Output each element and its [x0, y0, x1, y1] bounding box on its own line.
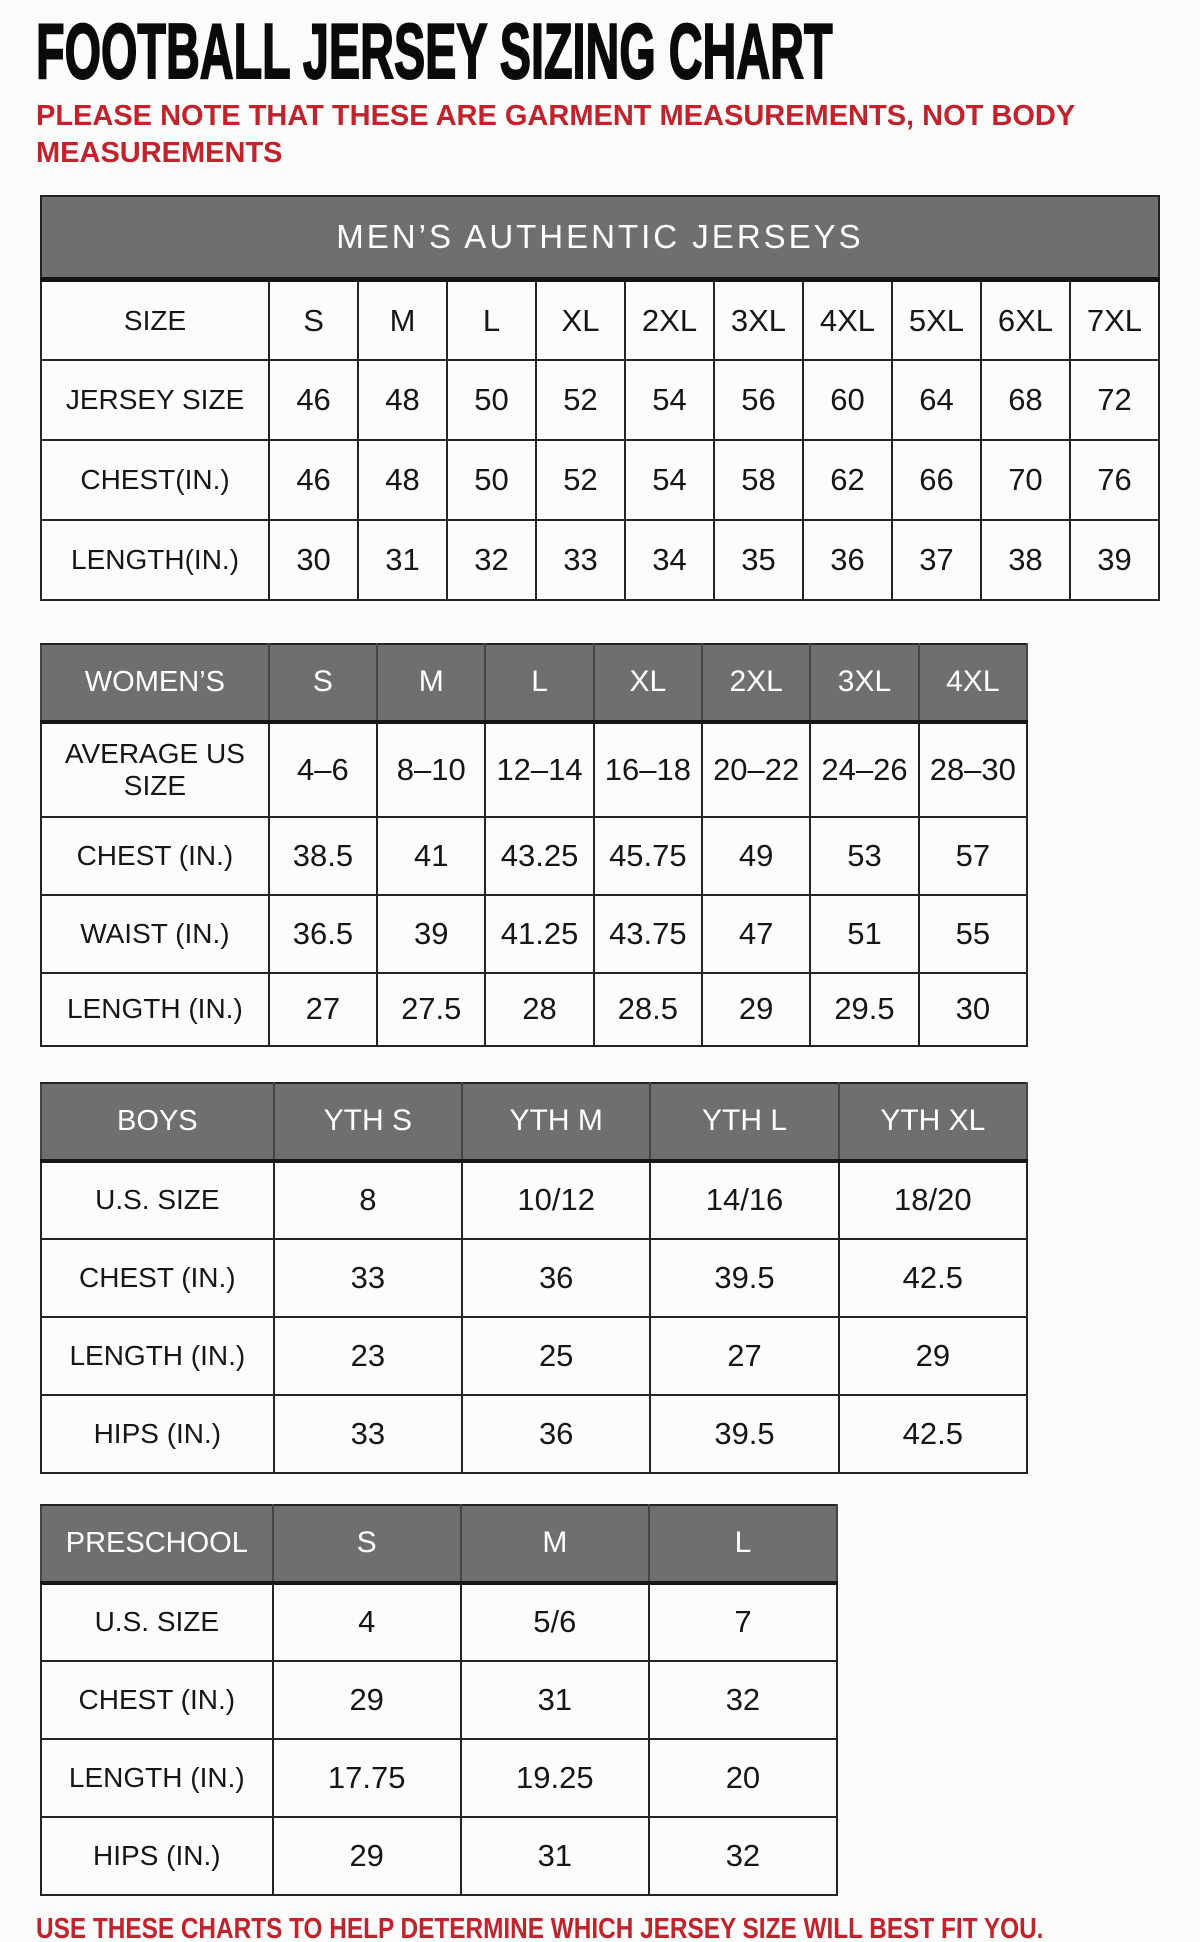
- table-row: [41, 440, 1159, 520]
- data-cell: M: [358, 280, 447, 360]
- data-cell: 68: [981, 360, 1070, 440]
- row-label: CHEST(IN.): [41, 440, 269, 520]
- data-cell: 31: [358, 520, 447, 600]
- row-label: SIZE: [41, 280, 269, 360]
- data-cell: 33: [274, 1395, 462, 1473]
- table-row: [41, 1739, 837, 1817]
- data-cell: 3XL: [714, 280, 803, 360]
- size-column-header: 3XL: [810, 644, 918, 722]
- data-cell: 32: [447, 520, 536, 600]
- row-label: LENGTH(IN.): [41, 520, 269, 600]
- page-title: FOOTBALL JERSEY SIZING CHART: [36, 7, 833, 95]
- data-cell: 12–14: [485, 722, 593, 817]
- data-cell: 55: [919, 895, 1027, 973]
- data-cell: 27: [269, 973, 377, 1046]
- data-cell: 45.75: [594, 817, 702, 895]
- data-cell: 39: [1070, 520, 1159, 600]
- data-cell: 47: [702, 895, 810, 973]
- data-cell: 29: [702, 973, 810, 1046]
- data-cell: 19.25: [461, 1739, 649, 1817]
- data-cell: XL: [536, 280, 625, 360]
- table-row: [41, 817, 1027, 895]
- size-column-header: S: [273, 1505, 461, 1583]
- row-label: LENGTH (IN.): [41, 1317, 274, 1395]
- data-cell: 42.5: [839, 1395, 1027, 1473]
- row-label: HIPS (IN.): [41, 1395, 274, 1473]
- column-header-row: [41, 1505, 837, 1583]
- size-column-header: YTH S: [274, 1083, 462, 1161]
- data-cell: 66: [892, 440, 981, 520]
- size-column-header: XL: [594, 644, 702, 722]
- womens-sizing-table: [40, 643, 1028, 1047]
- data-cell: 20: [649, 1739, 837, 1817]
- data-cell: 53: [810, 817, 918, 895]
- data-cell: 38: [981, 520, 1070, 600]
- data-cell: 50: [447, 360, 536, 440]
- data-cell: 54: [625, 440, 714, 520]
- data-cell: 58: [714, 440, 803, 520]
- row-label: LENGTH (IN.): [41, 1739, 273, 1817]
- data-cell: 41.25: [485, 895, 593, 973]
- data-cell: 43.75: [594, 895, 702, 973]
- data-cell: 25: [462, 1317, 650, 1395]
- data-cell: 8: [274, 1161, 462, 1239]
- size-column-header: L: [649, 1505, 837, 1583]
- data-cell: 27: [650, 1317, 838, 1395]
- data-cell: 35: [714, 520, 803, 600]
- data-cell: 29: [273, 1817, 461, 1895]
- data-cell: 70: [981, 440, 1070, 520]
- data-cell: 54: [625, 360, 714, 440]
- garment-measurements-note: PLEASE NOTE THAT THESE ARE GARMENT MEASUREMENTS, NOT BODY MEASUREMENTS: [36, 100, 1075, 169]
- column-header-row: [41, 1083, 1027, 1161]
- row-label: WAIST (IN.): [41, 895, 269, 973]
- data-cell: 32: [649, 1817, 837, 1895]
- data-cell: 10/12: [462, 1161, 650, 1239]
- data-cell: 20–22: [702, 722, 810, 817]
- data-cell: 17.75: [273, 1739, 461, 1817]
- preschool-table-title: PRESCHOOL: [41, 1505, 273, 1583]
- size-column-header: M: [377, 644, 485, 722]
- size-column-header: 4XL: [919, 644, 1027, 722]
- row-label: LENGTH (IN.): [41, 973, 269, 1046]
- data-cell: 46: [269, 360, 358, 440]
- table-row: [41, 1395, 1027, 1473]
- row-label: CHEST (IN.): [41, 817, 269, 895]
- preschool-sizing-table: [40, 1504, 838, 1896]
- data-cell: 34: [625, 520, 714, 600]
- data-cell: 4: [273, 1583, 461, 1661]
- data-cell: 28–30: [919, 722, 1027, 817]
- data-cell: 64: [892, 360, 981, 440]
- table-row: [41, 1239, 1027, 1317]
- size-column-header: M: [461, 1505, 649, 1583]
- data-cell: 4XL: [803, 280, 892, 360]
- table-row: [41, 895, 1027, 973]
- data-cell: 14/16: [650, 1161, 838, 1239]
- data-cell: 7XL: [1070, 280, 1159, 360]
- row-label: U.S. SIZE: [41, 1161, 274, 1239]
- data-cell: 28: [485, 973, 593, 1046]
- size-column-header: S: [269, 644, 377, 722]
- data-cell: 33: [274, 1239, 462, 1317]
- data-cell: 36: [803, 520, 892, 600]
- data-cell: 18/20: [839, 1161, 1027, 1239]
- table-row: [41, 722, 1027, 817]
- row-label: JERSEY SIZE: [41, 360, 269, 440]
- table-banner-row: [41, 196, 1159, 280]
- table-row: [41, 1317, 1027, 1395]
- table-row: [41, 280, 1159, 360]
- data-cell: 8–10: [377, 722, 485, 817]
- data-cell: 37: [892, 520, 981, 600]
- data-cell: 43.25: [485, 817, 593, 895]
- footer-note: USE THESE CHARTS TO HELP DETERMINE WHICH JERSEY SIZE WILL BEST FIT YOU.: [36, 1912, 1044, 1942]
- data-cell: 39.5: [650, 1395, 838, 1473]
- table-row: [41, 1583, 837, 1661]
- data-cell: 36: [462, 1239, 650, 1317]
- size-column-header: YTH M: [462, 1083, 650, 1161]
- data-cell: 4–6: [269, 722, 377, 817]
- table-row: [41, 1661, 837, 1739]
- data-cell: 39: [377, 895, 485, 973]
- data-cell: 29.5: [810, 973, 918, 1046]
- size-column-header: YTH L: [650, 1083, 838, 1161]
- boys-table-title: BOYS: [41, 1083, 274, 1161]
- column-header-row: [41, 644, 1027, 722]
- data-cell: 27.5: [377, 973, 485, 1046]
- row-label: CHEST (IN.): [41, 1661, 273, 1739]
- data-cell: 62: [803, 440, 892, 520]
- data-cell: 5XL: [892, 280, 981, 360]
- size-column-header: L: [485, 644, 593, 722]
- row-label: HIPS (IN.): [41, 1817, 273, 1895]
- data-cell: 57: [919, 817, 1027, 895]
- womens-table-title: WOMEN’S: [41, 644, 269, 722]
- table-row: [41, 1161, 1027, 1239]
- data-cell: 36: [462, 1395, 650, 1473]
- data-cell: 5/6: [461, 1583, 649, 1661]
- data-cell: 76: [1070, 440, 1159, 520]
- data-cell: 42.5: [839, 1239, 1027, 1317]
- data-cell: 48: [358, 360, 447, 440]
- data-cell: 29: [839, 1317, 1027, 1395]
- data-cell: 52: [536, 440, 625, 520]
- size-column-header: 2XL: [702, 644, 810, 722]
- table-row: [41, 973, 1027, 1046]
- table-row: [41, 360, 1159, 440]
- data-cell: 6XL: [981, 280, 1070, 360]
- size-column-header: YTH XL: [839, 1083, 1027, 1161]
- data-cell: 31: [461, 1817, 649, 1895]
- data-cell: 28.5: [594, 973, 702, 1046]
- table-row: [41, 1817, 837, 1895]
- data-cell: 7: [649, 1583, 837, 1661]
- table-row: [41, 520, 1159, 600]
- data-cell: 72: [1070, 360, 1159, 440]
- data-cell: 50: [447, 440, 536, 520]
- data-cell: 16–18: [594, 722, 702, 817]
- data-cell: 39.5: [650, 1239, 838, 1317]
- data-cell: S: [269, 280, 358, 360]
- data-cell: 51: [810, 895, 918, 973]
- data-cell: 24–26: [810, 722, 918, 817]
- data-cell: 41: [377, 817, 485, 895]
- data-cell: 30: [269, 520, 358, 600]
- data-cell: 60: [803, 360, 892, 440]
- mens-table-title: MEN’S AUTHENTIC JERSEYS: [41, 196, 1159, 280]
- row-label: U.S. SIZE: [41, 1583, 273, 1661]
- data-cell: 32: [649, 1661, 837, 1739]
- data-cell: 52: [536, 360, 625, 440]
- data-cell: 31: [461, 1661, 649, 1739]
- data-cell: 36.5: [269, 895, 377, 973]
- row-label: AVERAGE US SIZE: [41, 722, 269, 817]
- data-cell: 56: [714, 360, 803, 440]
- data-cell: 48: [358, 440, 447, 520]
- data-cell: L: [447, 280, 536, 360]
- data-cell: 33: [536, 520, 625, 600]
- data-cell: 46: [269, 440, 358, 520]
- data-cell: 2XL: [625, 280, 714, 360]
- mens-authentic-jerseys-table: [40, 195, 1160, 601]
- data-cell: 38.5: [269, 817, 377, 895]
- boys-sizing-table: [40, 1082, 1028, 1474]
- data-cell: 30: [919, 973, 1027, 1046]
- row-label: CHEST (IN.): [41, 1239, 274, 1317]
- data-cell: 29: [273, 1661, 461, 1739]
- data-cell: 23: [274, 1317, 462, 1395]
- data-cell: 49: [702, 817, 810, 895]
